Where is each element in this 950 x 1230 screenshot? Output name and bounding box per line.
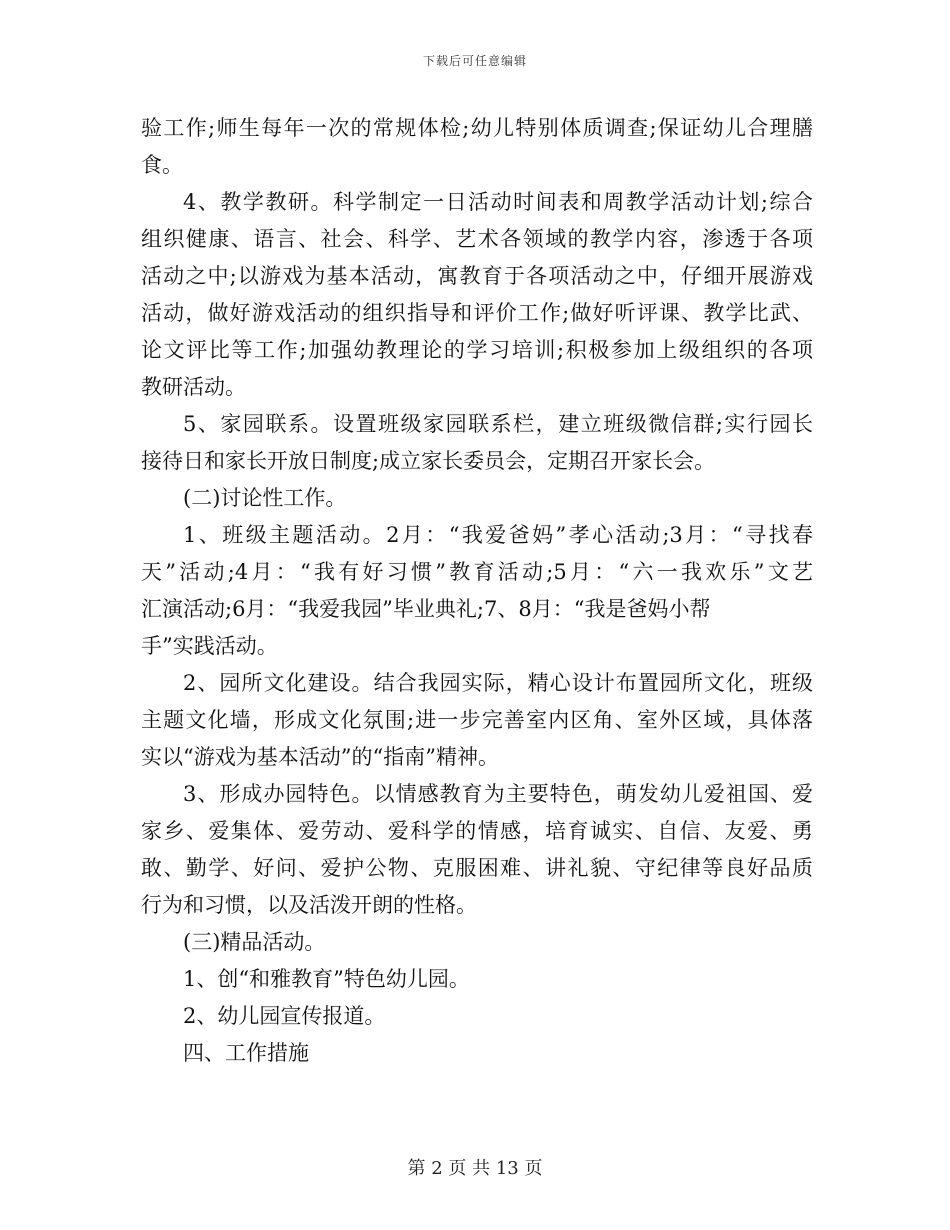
text-line: 验工作;师生每年一次的常规体检;幼儿特别体质调查;保证幼儿合理膳 <box>141 116 813 140</box>
text-line: 天”活动;4月：“我有好习惯”教育活动;5月：“六一我欢乐”文艺 <box>141 560 813 584</box>
section-heading: (二)讨论性工作。 <box>183 486 347 510</box>
document-body <box>141 110 813 1072</box>
text-line: 食。 <box>141 153 183 177</box>
text-line: 论文评比等工作;加强幼教理论的学习培训;积极参加上级组织的各项 <box>141 338 813 362</box>
text-line: 手”实践活动。 <box>141 634 278 658</box>
text-line: 教研活动。 <box>141 375 246 399</box>
page-footer: 第 2 页 共 13 页 <box>407 1158 543 1179</box>
text-line: 接待日和家长开放日制度;成立家长委员会，定期召开家长会。 <box>141 449 716 473</box>
text-line: 5、家园联系。设置班级家园联系栏，建立班级微信群;实行园长 <box>183 412 813 436</box>
text-line: 1、创“和雅教育”特色幼儿园。 <box>183 967 470 991</box>
text-line: 组织健康、语言、社会、科学、艺术各领域的教学内容，渗透于各项 <box>141 227 813 251</box>
text-line: 主题文化墙，形成文化氛围;进一步完善室内区角、室外区域，具体落 <box>141 708 813 732</box>
text-line: 行为和习惯，以及活泼开朗的性格。 <box>141 893 477 917</box>
section-heading: 四、工作措施 <box>183 1041 309 1065</box>
text-line: 4、教学教研。科学制定一日活动时间表和周教学活动计划;综合 <box>183 190 813 214</box>
text-line: 2、园所文化建设。结合我园实际，精心设计布置园所文化，班级 <box>183 671 813 695</box>
text-line: 实以“游戏为基本活动”的“指南”精神。 <box>141 745 499 769</box>
text-line: 活动，做好游戏活动的组织指导和评价工作;做好听评课、教学比武、 <box>141 301 813 325</box>
text-line: 活动之中;以游戏为基本活动，寓教育于各项活动之中，仔细开展游戏 <box>141 264 813 288</box>
page-header: 下载后可任意编辑 <box>422 54 527 68</box>
text-line: 汇演活动;6月：“我爱我园”毕业典礼;7、8月：“我是爸妈小帮 <box>141 597 711 621</box>
text-line: 2、幼儿园宣传报道。 <box>183 1004 386 1028</box>
text-line: 3、形成办园特色。以情感教育为主要特色，萌发幼儿爱祖国、爱 <box>183 782 813 806</box>
text-line: 1、班级主题活动。2月：“我爱爸妈”孝心活动;3月：“寻找春 <box>183 523 813 547</box>
section-heading: (三)精品活动。 <box>183 930 326 954</box>
text-line: 敢、勤学、好问、爱护公物、克服困难、讲礼貌、守纪律等良好品质 <box>141 856 813 880</box>
text-line: 家乡、爱集体、爱劳动、爱科学的情感，培育诚实、自信、友爱、勇 <box>141 819 813 843</box>
